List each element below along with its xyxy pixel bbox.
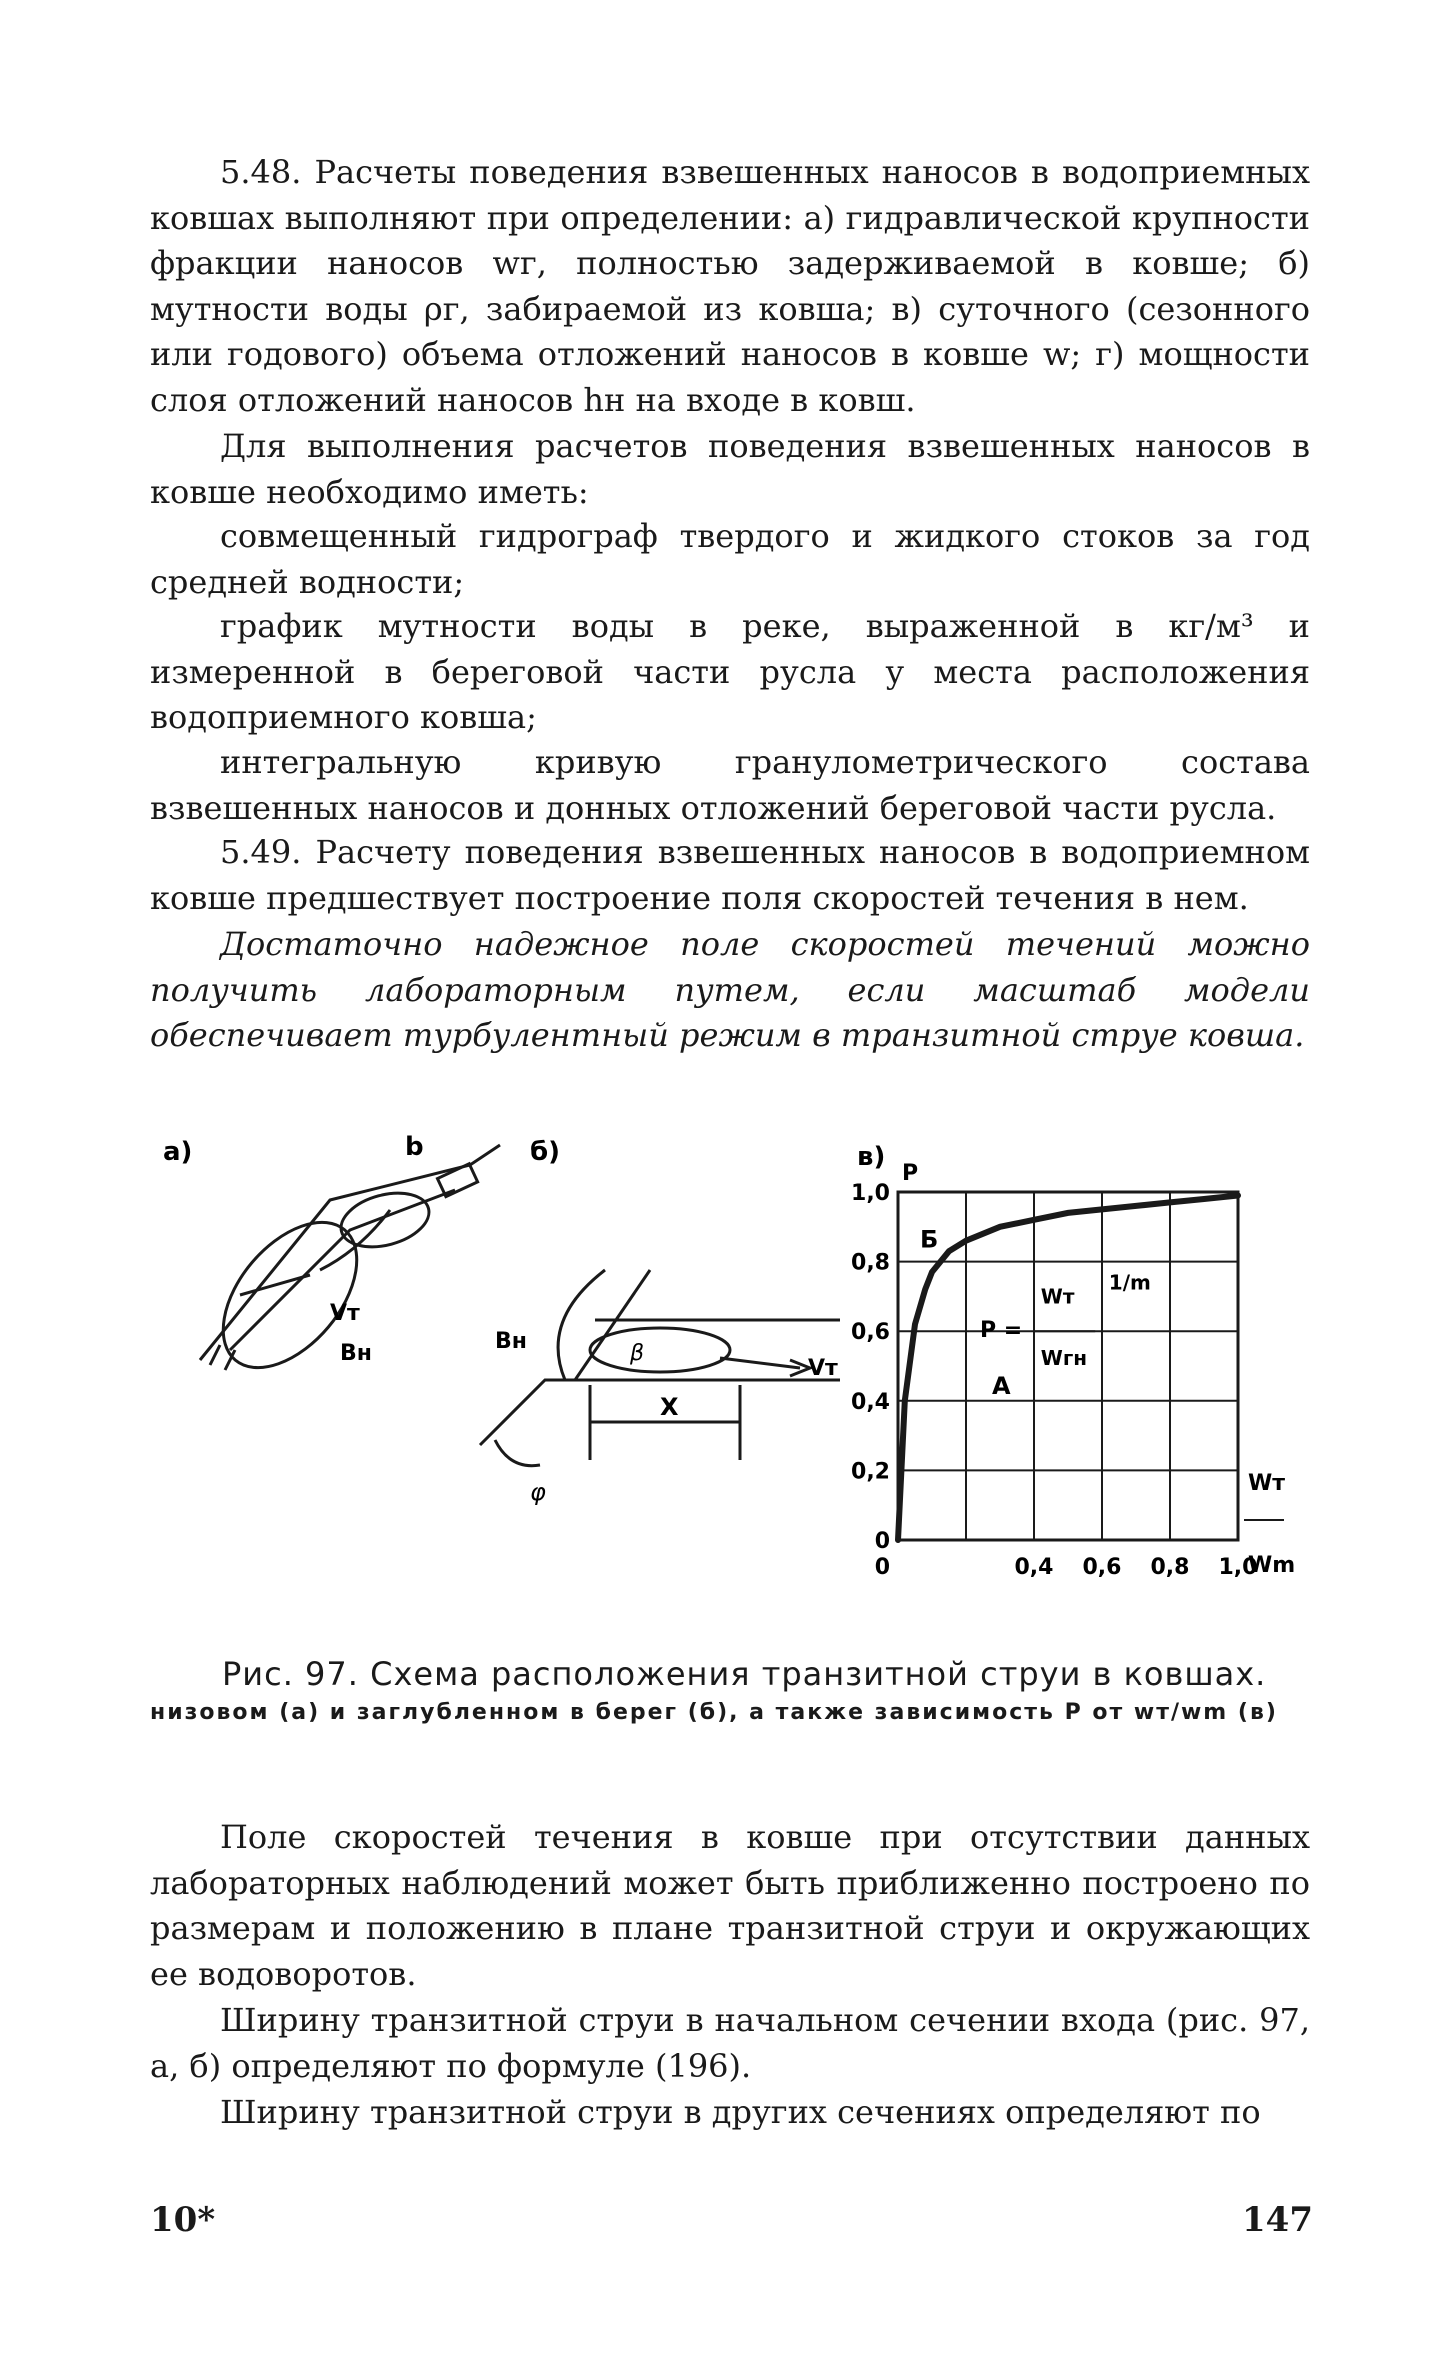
figure-97-svg <box>0 1120 1453 1620</box>
panel-label-a: а) <box>163 1137 193 1167</box>
formula-p-label: P = <box>980 1318 1023 1344</box>
figure-97 <box>0 1120 1453 1620</box>
paragraph-requirements-intro: Для выполнения расчетов поведения взвешенных наносов в ковше необходимо иметь: <box>150 427 1310 511</box>
y-tick-label: 0,6 <box>851 1320 890 1346</box>
paragraph-granulometric-curve: интегральную кривую гранулометрического состава взвешенных наносов и донных отложений береговой части русла. <box>150 743 1310 827</box>
label-vn-b: Bн <box>495 1329 527 1354</box>
x-tick-label: 1,0 <box>1218 1555 1258 1580</box>
label-beta: β <box>630 1341 645 1366</box>
x-tick-label: 0,8 <box>1150 1555 1190 1580</box>
formula-denominator: Wгн <box>1040 1346 1088 1371</box>
label-vt-a: Vт <box>330 1301 360 1326</box>
panel-label-b: б) <box>530 1137 561 1167</box>
label-phi: φ <box>530 1478 546 1506</box>
formula-exponent: 1/m <box>1108 1270 1151 1295</box>
x-tick-label: 0,4 <box>1014 1555 1054 1580</box>
y-tick-label: 0 <box>874 1529 890 1554</box>
x-axis-denominator: Wm <box>1248 1553 1296 1578</box>
y-tick-label: 0,8 <box>851 1250 890 1276</box>
paragraph-lab-method: Достаточно надежное поле скоростей течений можно получить лабораторным путем, если масштаб модели обеспечивает турбулентный режим в транзитной струе ковша. <box>150 925 1310 1054</box>
paragraph-jet-width-other: Ширину транзитной струи в других сечениях определяют по <box>220 2093 1261 2131</box>
region-label-b: Б <box>920 1225 939 1254</box>
y-tick-label: 0,4 <box>851 1389 890 1415</box>
label-x: X <box>660 1393 679 1421</box>
x-tick-label: 0,6 <box>1082 1555 1122 1580</box>
paragraph-5-48: 5.48. Расчеты поведения взвешенных наносов в водоприемных ковшах выполняют при определении: а) гидравлической крупности фракции наносов wг, полностью задерживаемой в ковше; б) мутности воды ρг, забираемой из ковша; в) суточного (сезонного или годового) объема отложений наносов в ковше w; г) мощности слоя отложений наносов hн на входе в ковш. <box>150 153 1310 419</box>
page-number: 147 <box>1242 2200 1313 2240</box>
panel-label-v: в) <box>857 1142 886 1172</box>
formula-numerator: Wт <box>1040 1284 1075 1309</box>
graph-p-vs-w <box>851 1161 1295 1580</box>
paragraph-velocity-field: Поле скоростей течения в ковше при отсутствии данных лабораторных наблюдений может быть приближенно построено по размерам и положению в плане транзитной струи и окружающих ее водоворотов. <box>150 1818 1310 1993</box>
x-axis-numerator: Wт <box>1248 1471 1286 1496</box>
paragraph-5-49: 5.49. Расчету поведения взвешенных наносов в водоприемном ковше предшествует построение поля скоростей течения в нем. <box>150 833 1310 917</box>
figure-caption-line1: Рис. 97. Схема расположения транзитной струи в ковшах. <box>222 1655 1267 1693</box>
y-tick-label: 0,2 <box>851 1459 890 1485</box>
origin-label: 0 <box>874 1555 890 1580</box>
paragraph-turbidity-graph: график мутности воды в реке, выраженной в кг/м³ и измеренной в береговой части русла у места расположения водоприемного ковша; <box>150 607 1310 736</box>
y-axis-name: P <box>902 1161 919 1186</box>
paragraph-jet-width-initial: Ширину транзитной струи в начальном сечении входа (рис. 97, а, б) определяют по формуле (196). <box>150 2001 1310 2085</box>
footer-signature: 10* <box>150 2200 216 2240</box>
label-vt-b: Vт <box>808 1356 838 1381</box>
figure-caption-line2: низовом (а) и заглубленном в берег (б), а также зависимость P от wт/wm (в) <box>150 1700 1278 1725</box>
label-b-width: b <box>405 1132 424 1162</box>
diagram-b <box>480 1270 840 1466</box>
region-label-a: А <box>992 1371 1011 1400</box>
label-vn-a: Bн <box>340 1341 372 1366</box>
paragraph-hydrograph: совмещенный гидрограф твердого и жидкого стоков за год средней водности; <box>150 517 1310 601</box>
y-tick-label: 1,0 <box>851 1181 890 1206</box>
